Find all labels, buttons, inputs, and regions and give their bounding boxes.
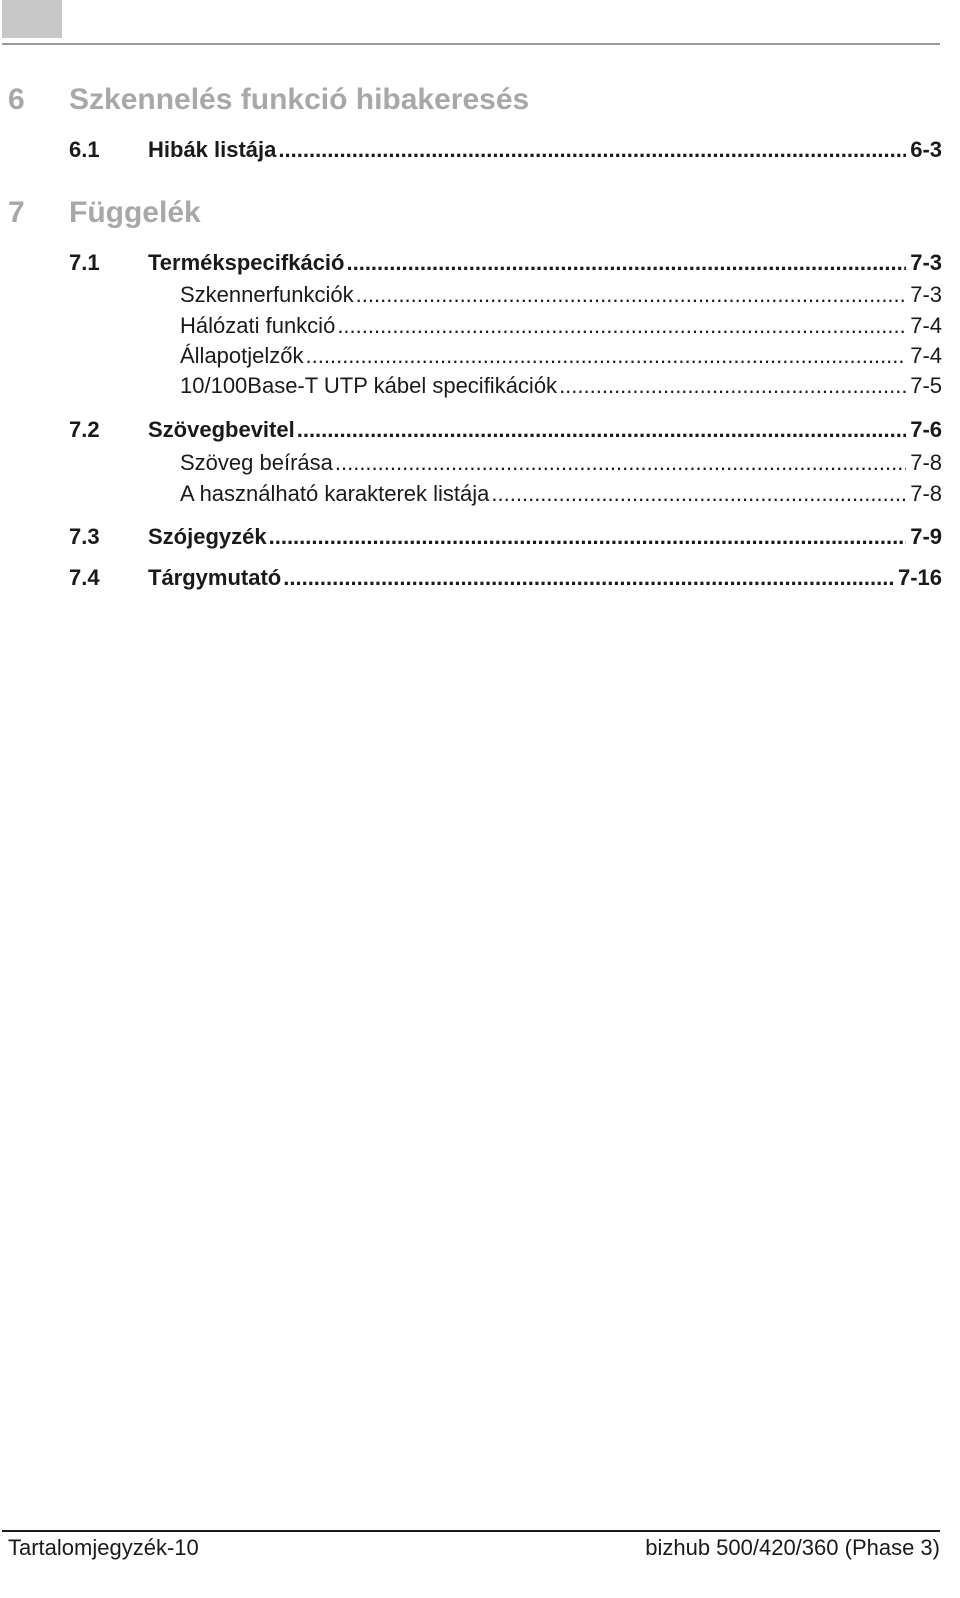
section-number: 7.3 — [69, 524, 100, 549]
section-title: Hibák listája — [148, 137, 277, 162]
subsection-title: 10/100Base-T UTP kábel specifikációk — [180, 373, 558, 398]
chapter-number: 7 — [8, 196, 25, 229]
page-number: 7-8 — [910, 481, 942, 506]
subsection-title: Állapotjelzők — [180, 343, 304, 368]
toc-entry-7-2[interactable] — [69, 417, 942, 447]
page-number: 7-5 — [910, 373, 942, 398]
section-title: Szójegyzék — [148, 524, 267, 549]
section-title: Termékspecifkáció — [148, 250, 345, 275]
dot-leader — [297, 417, 906, 443]
header-tab-block — [2, 0, 62, 38]
toc-subentry[interactable] — [180, 282, 942, 312]
toc-subentry[interactable] — [180, 343, 942, 373]
footer-divider — [2, 1530, 940, 1532]
page-number: 7-16 — [897, 565, 942, 590]
dot-leader — [306, 343, 907, 369]
page-number: 7-8 — [910, 450, 942, 475]
section-title: Szövegbevitel — [148, 417, 295, 442]
dot-leader — [335, 450, 906, 476]
toc-entry-7-3[interactable] — [69, 524, 942, 554]
page-number: 7-9 — [910, 524, 942, 549]
section-number: 7.4 — [69, 565, 100, 590]
footer-product-label: bizhub 500/420/360 (Phase 3) — [645, 1535, 940, 1560]
subsection-title: A használható karakterek listája — [180, 481, 490, 506]
page-number: 7-4 — [910, 313, 942, 338]
chapter-title: Függelék — [69, 196, 201, 229]
page-number: 6-3 — [910, 137, 942, 162]
page-number: 7-3 — [910, 282, 942, 307]
subsection-title: Szöveg beírása — [180, 450, 333, 475]
footer-page-label: Tartalomjegyzék-10 — [8, 1535, 199, 1560]
section-title: Tárgymutató — [148, 565, 282, 590]
section-number: 7.1 — [69, 250, 100, 275]
dot-leader — [283, 565, 894, 591]
page-number: 7-3 — [910, 250, 942, 275]
toc-entry-7-4[interactable] — [69, 565, 942, 595]
page-number: 7-6 — [910, 417, 942, 442]
subsection-title: Hálózati funkció — [180, 313, 336, 338]
toc-subentry[interactable] — [180, 481, 942, 511]
toc-entry-6-1[interactable] — [69, 137, 942, 167]
section-number: 6.1 — [69, 137, 100, 162]
dot-leader — [278, 137, 906, 163]
toc-entry-7-1[interactable] — [69, 250, 942, 280]
dot-leader — [491, 481, 906, 507]
toc-subentry[interactable] — [180, 450, 942, 480]
chapter-title: Szkennelés funkció hibakeresés — [69, 83, 530, 116]
chapter-number: 6 — [8, 83, 25, 116]
dot-leader — [346, 250, 906, 276]
toc-subentry[interactable] — [180, 313, 942, 343]
section-number: 7.2 — [69, 417, 100, 442]
dot-leader — [269, 524, 907, 550]
dot-leader — [356, 282, 907, 308]
subsection-title: Szkennerfunkciók — [180, 282, 354, 307]
page-number: 7-4 — [910, 343, 942, 368]
dot-leader — [337, 313, 906, 339]
dot-leader — [559, 373, 906, 399]
header-divider — [2, 43, 940, 45]
toc-subentry[interactable] — [180, 373, 942, 403]
